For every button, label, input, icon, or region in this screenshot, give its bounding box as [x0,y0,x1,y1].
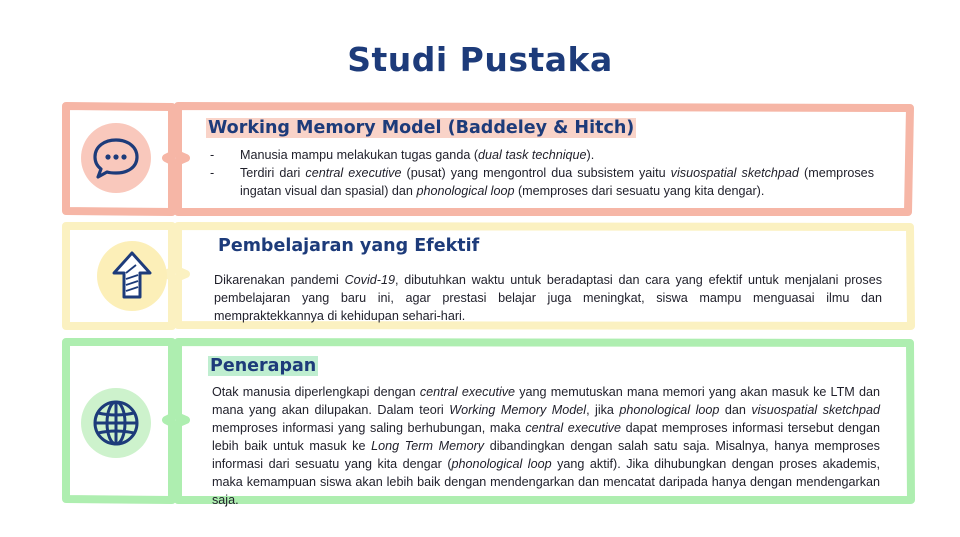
text-segment: memproses informasi yang saling berhubungan, maka [212,421,526,435]
italic-term: visuospatial sketchpad [751,403,880,417]
text-segment: Terdiri dari [240,166,306,180]
italic-term: visuospatial sketchpad [670,166,799,180]
text-segment: , jika [586,403,620,417]
text-segment: yang memutuskan mana memori yang akan masuk ke LTM dan mana yang akan dilupakan. Dalam teori [212,385,880,417]
text-segment: Otak manusia diperlengkapi dengan [212,385,420,399]
italic-term: dual task technique [478,148,587,162]
text-segment: ). [586,148,595,162]
card-body [210,146,874,200]
card-pembelajaran [62,222,914,330]
bullet-list [210,146,874,200]
italic-term: central executive [525,421,621,435]
text-segment: dibandingkan dengan salah satu saja. Misalnya, hanya memproses informasi dari sesuatu yang kita dengar ( [212,439,880,471]
card-heading: Pembelajaran yang Efektif [218,236,480,256]
card-paragraph [214,271,882,325]
italic-term: central executive [305,166,402,180]
italic-term: central executive [419,385,516,399]
italic-term: phonological loop [451,457,552,471]
globe-icon [79,386,153,460]
card-body [214,271,882,325]
up-arrow-icon [95,239,169,313]
card-working-memory [62,102,914,216]
italic-term: phonological loop [619,403,720,417]
card-body [212,383,880,509]
text-segment: (memproses dari sesuatu yang kita dengar). [514,184,765,198]
bullet-dash: - [210,166,215,180]
text-segment: yang aktif). Jika dihubungkan dengan proses akademis, maka kemampuan siswa akan lebih baik dengan mendengarkan dan mencatat daripada hanya dengan mendengarkan saja. [212,457,880,507]
list-item [210,146,874,164]
italic-term: phonological loop [416,184,515,198]
text-segment: Dikarenakan pandemi [214,273,345,287]
text-segment: (pusat) yang mengontrol dua subsistem yaitu [401,166,671,180]
page-title: Studi Pustaka [347,40,613,79]
card-penerapan [62,338,914,507]
card-paragraph [212,383,880,509]
card-heading: Penerapan [210,356,317,376]
text-segment: , dibutuhkan waktu untuk beradaptasi dan cara yang efektif untuk menjalani proses pembelajaran yang baru ini, agar prestasi belajar juga meningkat, siswa mampu menguasai ilmu dan mempraktekkannya di kehidupan sehari-hari. [214,273,882,323]
text-segment: Manusia mampu melakukan tugas ganda ( [240,148,479,162]
text-segment: dan [719,403,752,417]
speech-bubble-icon [79,121,153,195]
italic-term: Working Memory Model [449,403,587,417]
italic-term: Covid-19 [344,273,395,287]
text-segment: (memproses ingatan visual dan spasial) dan [240,166,874,198]
list-item [210,164,874,200]
italic-term: Long Term Memory [371,439,485,453]
bullet-dash: - [210,148,215,162]
card-heading: Working Memory Model (Baddeley & Hitch) [208,118,635,138]
text-segment: dapat memproses informasi tersebut dengan lebih baik untuk masuk ke [212,421,880,453]
